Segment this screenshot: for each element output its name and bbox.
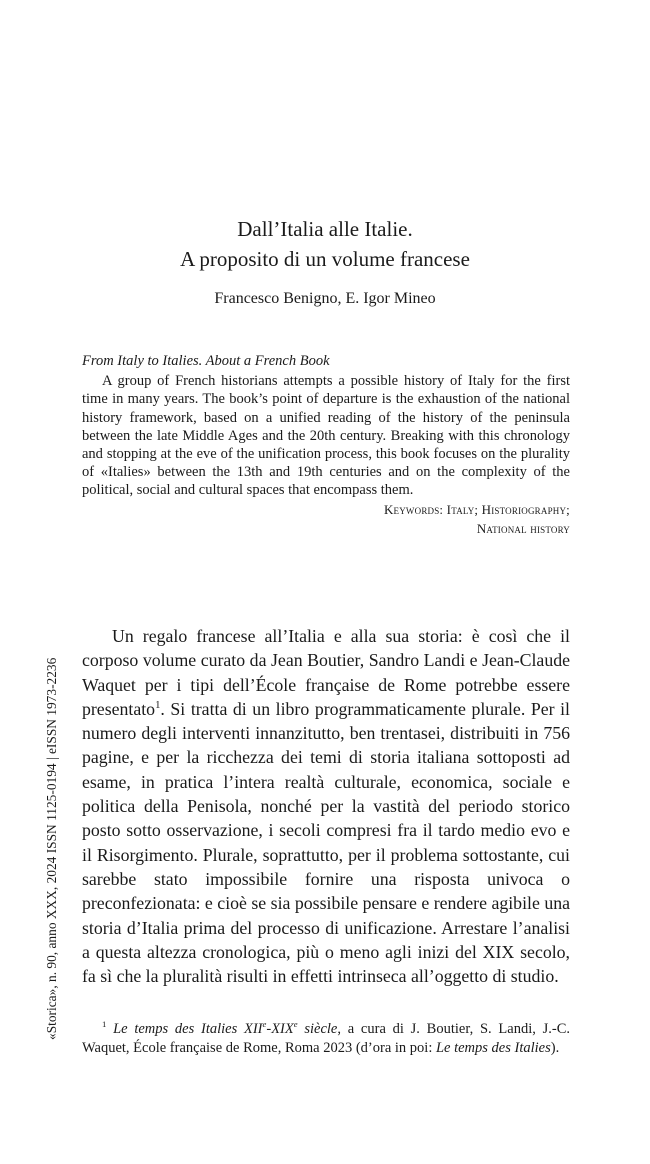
title-line-1: Dall’Italia alle Italie. xyxy=(237,217,413,241)
title-line-2: A proposito di un volume francese xyxy=(180,247,470,271)
footnote xyxy=(82,1020,570,1058)
footnote-title-sup-b: e xyxy=(293,1019,298,1030)
article-title xyxy=(0,214,650,274)
footnote-end: ). xyxy=(550,1040,560,1056)
article-authors: Francesco Benigno, E. Igor Mineo xyxy=(214,290,436,307)
main-text xyxy=(82,624,570,988)
keywords-line-1: Keywords: Italy; Historiography; xyxy=(383,501,570,517)
main-paragraph xyxy=(82,624,570,988)
footnote-book-title xyxy=(113,1021,337,1037)
footnote-middle: , a cura di J. Boutier, S. Landi, J.-C. Waquet, École française de Rome, Roma 2023 (d’ora in poi: xyxy=(82,1021,570,1056)
footnote-title-c: siècle xyxy=(297,1021,338,1037)
keywords-line-2: National history xyxy=(476,520,570,536)
main-text-part-1: Un regalo francese all’Italia e alla sua storia: è così che il corposo volume curato da Jean Boutier, Sandro Landi e Jean-Claude Waquet per i tipi dell’École française de Rome potrebbe essere presentato xyxy=(82,626,570,719)
footnote-short-title: Le temps des Italies xyxy=(435,1040,551,1056)
main-text-part-2: . Si tratta di un libro programmaticamente plurale. Per il numero degli interventi innanzitutto, ben trentasei, distribuiti in 756 pagine, e per la ricchezza dei temi di storia italiana sottoposti ad esame, in pratica l’intera realtà culturale, economica, sociale e politica della Penisola, nonché per la vastità del periodo storico posto sotto osservazione, i secoli compresi fra il tardo medio evo e il Risorgimento. Plurale, soprattutto, per il problema sottostante, cui sarebbe stato impossibile fornire una risposta univoca o preconfezionata: e cioè se sia possibile pensare e rendere agibile una storia d’Italia prima del processo di unificazione. Arrestare l’analisi a questa altezza cronologica, più o meno agli inizi del XIX secolo, fa sì che la pluralità risulti in effetti intrinseca all’oggetto di studio. xyxy=(82,698,570,987)
journal-citation-margin: «Storica», n. 90, anno XXX, 2024 ISSN 1125-0194 | eISSN 1973-2236 xyxy=(44,657,59,1040)
footnote-title-b: -XIX xyxy=(266,1021,294,1037)
footnote-title-sup-a: e xyxy=(262,1019,267,1030)
abstract-heading: From Italy to Italies. About a French Book xyxy=(82,353,330,369)
keywords xyxy=(82,500,570,538)
footnote-reference[interactable]: 1 xyxy=(155,698,161,711)
footnote-title-a: Le temps des Italies XII xyxy=(113,1021,263,1037)
abstract-body: A group of French historians attempts a possible history of Italy for the first time in many years. The book’s point of departure is the exhaustion of the national history framework, based on a unified reading of the history of the peninsula between the late Middle Ages and the 20th century. Breaking with this chronology and stopping at the eve of the unification process, this book focuses on the plurality of «Italies» between the 13th and 19th centuries and on the complexity of the political, social and cultural spaces that encompass them. xyxy=(82,373,570,499)
abstract-block xyxy=(82,352,570,538)
footnote-text xyxy=(82,1020,570,1058)
footnote-number: 1 xyxy=(102,1019,107,1030)
